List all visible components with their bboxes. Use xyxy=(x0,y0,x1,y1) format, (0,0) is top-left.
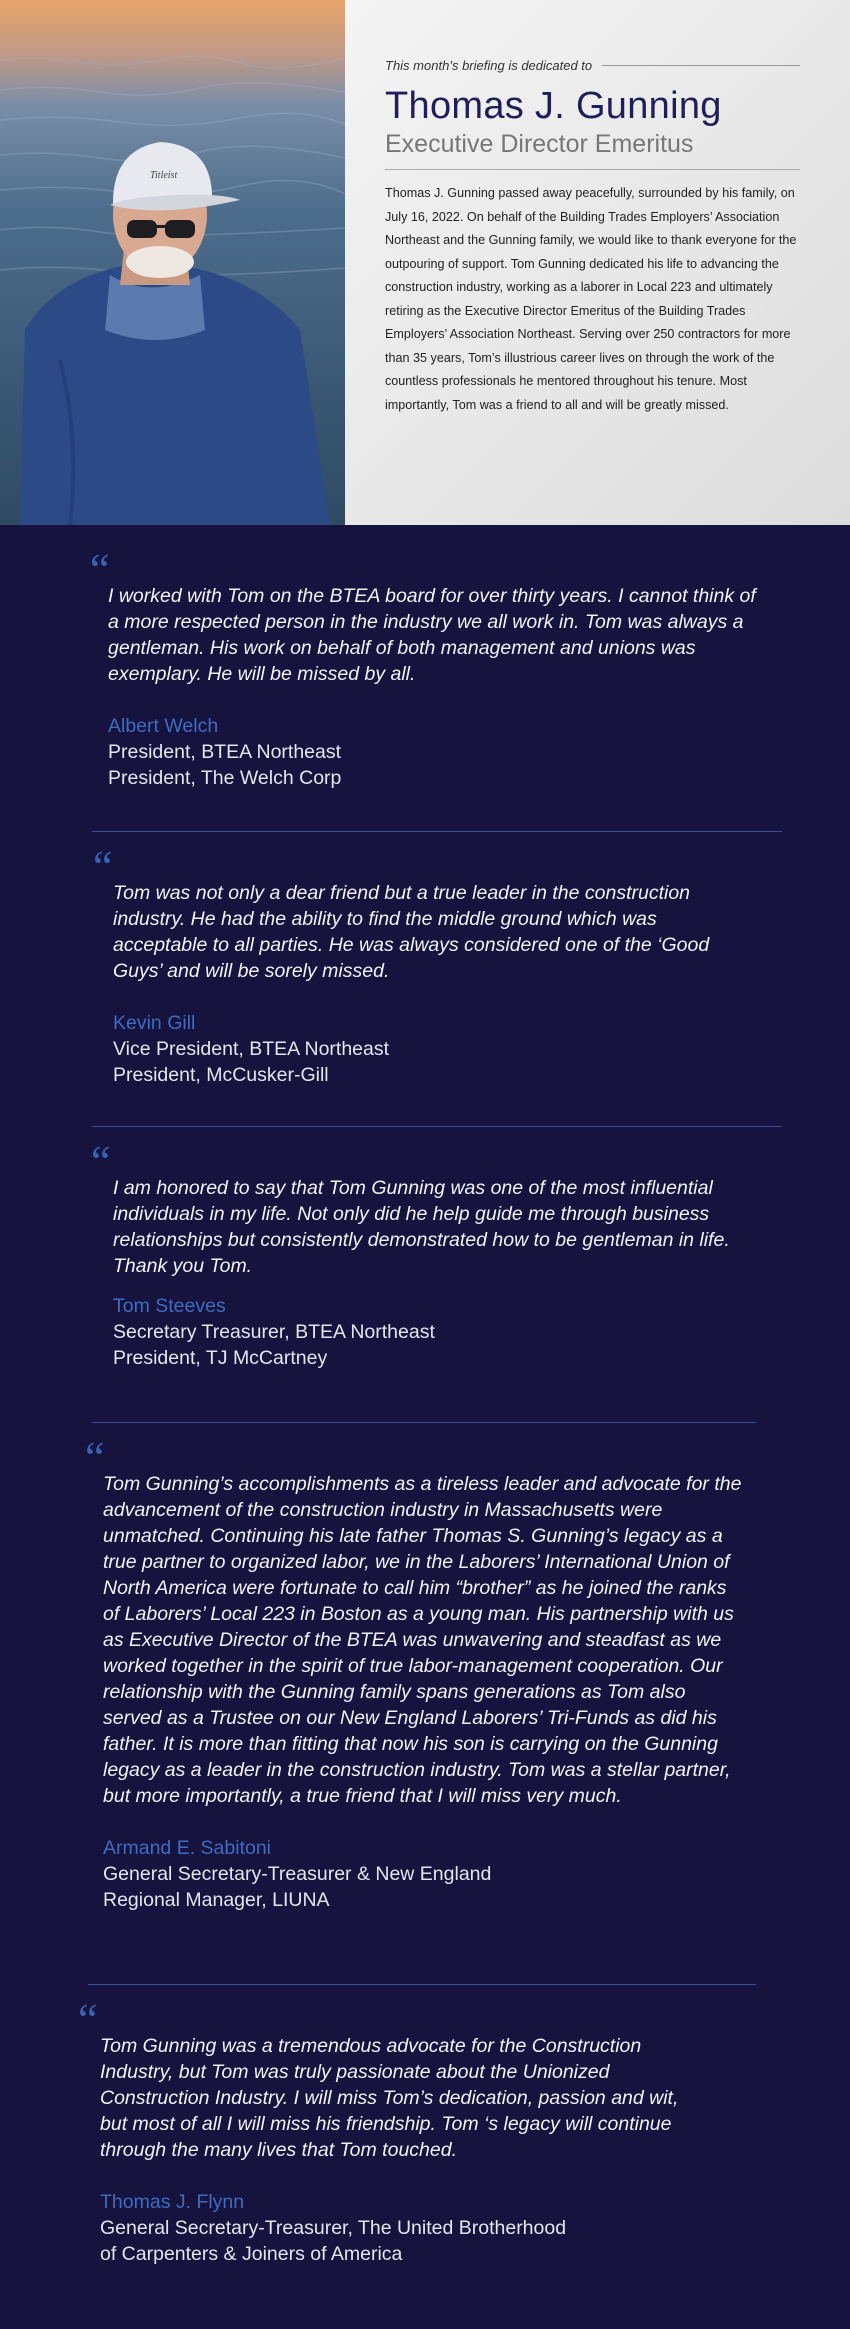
quote-author: Tom Steeves xyxy=(113,1295,226,1317)
quote-mark-icon: “ xyxy=(93,842,113,891)
quote-mark-icon: “ xyxy=(85,1433,105,1482)
quote-author-title: President, BTEA Northeast xyxy=(108,741,342,763)
quote-author-title: General Secretary-Treasurer & New England xyxy=(103,1863,492,1885)
quote-text: I am honored to say that Tom Gunning was one of the most influential individuals in my life. Not only did he help guide me through business relationships but consistently demonstrated how to be gentleman in life. Thank you Tom. xyxy=(113,1177,730,1277)
quote-text: Tom Gunning’s accomplishments as a tireless leader and advocate for the advancement of the construction industry in Massachusetts were unmatched. Continuing his late father Thomas S. Gunning’s legacy as a true partner to organized labor, we in the Laborers’ International Union of North America were fortunate to call him “brother” as he joined the ranks of Laborers’ Local 223 in Boston as a young man. His partnership with us as Executive Director of the BTEA was unwavering and steadfast as we worked together in the spirit of true labor-management cooperation. Our relationship with the Gunning family spans generations as Tom also served as a Trustee on our New England Laborers’ Tri-Funds as did his father. It is more than fitting that now his son is carrying on the Gunning legacy as a leader in the construction industry. Tom was a stellar partner, but more importantly, a true friend that I will miss very much. xyxy=(103,1473,742,1807)
quote-author: Kevin Gill xyxy=(113,1012,196,1034)
quote-author-title: President, McCusker-Gill xyxy=(113,1064,329,1086)
quote-block xyxy=(78,1995,700,2267)
header-divider xyxy=(385,169,800,170)
quote-block xyxy=(93,842,743,1088)
dedication-text: This month’s briefing is dedicated to xyxy=(385,58,593,73)
quote-author-title: of Carpenters & Joiners of America xyxy=(100,2243,403,2265)
dedication-panel xyxy=(345,0,850,525)
quote-text: I worked with Tom on the BTEA board for over thirty years. I cannot think of a more respected person in the industry we all work in. Tom was always a gentleman. His work on behalf of both management and unions was exemplary. He will be missed by all. xyxy=(108,585,756,685)
quote-author: Thomas J. Flynn xyxy=(100,2191,245,2213)
quote-text: Tom was not only a dear friend but a true leader in the construction industry. He had the ability to find the middle ground which was acceptable to all parties. He was always considered one of the ‘Good Guys’ and will be sorely missed. xyxy=(113,882,710,982)
dedication-rule xyxy=(602,65,800,66)
quote-author-title: Vice President, BTEA Northeast xyxy=(113,1038,390,1060)
quote-author-title: President, The Welch Corp xyxy=(108,767,342,789)
quote-divider xyxy=(88,1984,756,1985)
quote-divider xyxy=(92,1422,756,1423)
portrait-illustration xyxy=(0,0,345,525)
quote-mark-icon: “ xyxy=(91,1137,111,1186)
quote-author-title: President, TJ McCartney xyxy=(113,1347,328,1369)
quote-divider xyxy=(92,831,782,832)
quote-author: Armand E. Sabitoni xyxy=(103,1837,272,1859)
honoree-name: Thomas J. Gunning xyxy=(385,85,722,127)
quote-mark-icon: “ xyxy=(78,1995,98,2044)
svg-text:Titleist: Titleist xyxy=(150,170,178,181)
quote-author-title: General Secretary-Treasurer, The United Brotherhood xyxy=(100,2217,567,2239)
honoree-bio: Thomas J. Gunning passed away peacefully, surrounded by his family, on July 16, 2022. On behalf of the Building Trades Employers’ Association Northeast and the Gunning family, we would like to thank everyone for the outpouring of support. Tom Gunning dedicated his life to advancing the construction industry, working as a laborer in Local 223 and ultimately retiring as the Executive Director Emeritus of the Building Trades Employers’ Association Northeast. Serving over 250 contractors for more than 35 years, Tom’s illustrious career lives on through the work of the countless professionals he mentored throughout his tenure. Most importantly, Tom was a friend to all and will be greatly missed. xyxy=(385,186,797,412)
quote-text: Tom Gunning was a tremendous advocate for the Construction Industry, but Tom was truly passionate about the Unionized Construction Industry. I will miss Tom’s dedication, passion and wit, but most of all I will miss his friendship. Tom ‘s legacy will continue through the many lives that Tom touched. xyxy=(100,2035,679,2161)
quote-mark-icon: “ xyxy=(90,545,110,594)
honoree-role: Executive Director Emeritus xyxy=(385,130,694,158)
quote-author: Albert Welch xyxy=(108,715,219,737)
dedication-header xyxy=(0,0,850,525)
quote-divider xyxy=(92,1126,782,1127)
quote-author-title: Regional Manager, LIUNA xyxy=(103,1889,330,1911)
quote-block xyxy=(90,545,758,791)
quote-author-title: Secretary Treasurer, BTEA Northeast xyxy=(113,1321,435,1343)
portrait-photo xyxy=(0,0,345,525)
quote-block xyxy=(85,1433,743,1913)
quote-block xyxy=(91,1137,763,1371)
dedication-line xyxy=(385,58,800,73)
